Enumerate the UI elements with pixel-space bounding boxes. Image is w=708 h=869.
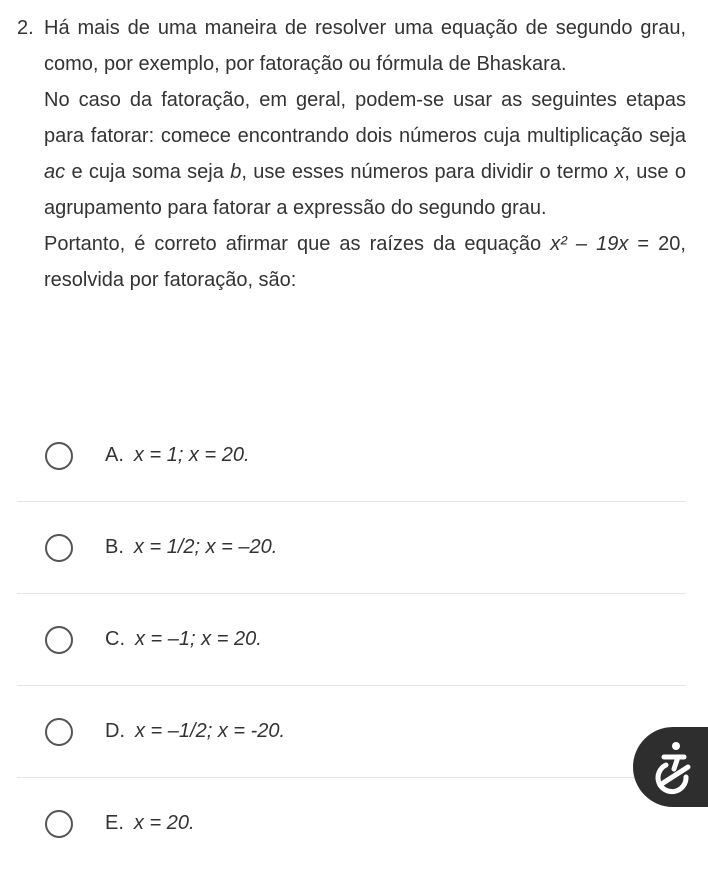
- option-d[interactable]: [17, 686, 686, 778]
- option-letter: E.: [105, 812, 124, 834]
- option-a[interactable]: [17, 410, 686, 502]
- question-text: [44, 10, 686, 298]
- question-paragraph-1: Há mais de uma maneira de resolver uma equação de segundo grau, como, por exemplo, por fatoração ou fórmula de Bhaskara.: [44, 17, 686, 75]
- option-b[interactable]: [17, 502, 686, 594]
- option-e[interactable]: [17, 778, 686, 869]
- question-paragraph-3: Portanto, é correto afirmar que as raízes da equação x² – 19x = 20, resolvida por fatoração, são:: [44, 233, 686, 291]
- accessibility-button[interactable]: [633, 727, 708, 807]
- question-paragraph-2: No caso da fatoração, em geral, podem-se usar as seguintes etapas para fatorar: comece encontrando dois números cuja multiplicação seja ac e cuja soma seja b, use esses números para dividir o termo x, use o agrupamento para fatorar a expressão do segundo grau.: [44, 89, 687, 219]
- option-text: x = 1; x = 20.: [133, 444, 250, 466]
- radio-button-b[interactable]: [45, 534, 73, 562]
- option-letter: D.: [105, 720, 125, 742]
- radio-button-c[interactable]: [45, 626, 73, 654]
- option-letter: B.: [105, 536, 124, 558]
- option-text: x = 1/2; x = –20.: [133, 536, 278, 558]
- accessibility-icon: [650, 739, 694, 795]
- option-letter: C.: [105, 628, 125, 650]
- answer-options: [17, 410, 686, 869]
- option-text: x = 20.: [133, 812, 195, 834]
- option-text: x = –1/2; x = -20.: [135, 720, 286, 742]
- option-c[interactable]: [17, 594, 686, 686]
- option-letter: A.: [105, 444, 124, 466]
- question-number: 2.: [17, 17, 34, 39]
- radio-button-e[interactable]: [45, 810, 73, 838]
- radio-button-d[interactable]: [45, 718, 73, 746]
- radio-button-a[interactable]: [45, 442, 73, 470]
- option-text: x = –1; x = 20.: [135, 628, 262, 650]
